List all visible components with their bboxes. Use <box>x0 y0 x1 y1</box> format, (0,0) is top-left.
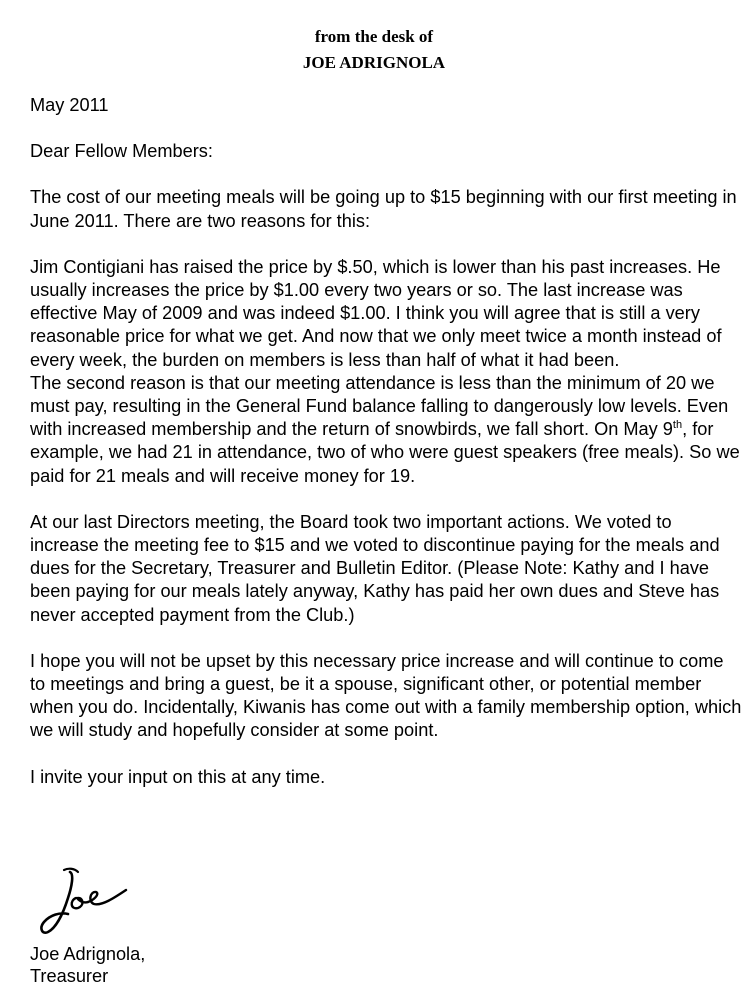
signer-title: Treasurer <box>30 966 109 986</box>
paragraph-5: I hope you will not be upset by this necessary price increase and will continue to come to meetings and bring a guest, be it a spouse, significant other, or potential member when you do. Incidentally, Kiwanis has come out with a family membership option, which we will study and hopefully consider at some point. <box>30 650 742 741</box>
letter-date: May 2011 <box>30 95 109 115</box>
letterhead-name: JOE ADRIGNOLA <box>302 53 446 72</box>
handwritten-signature <box>30 864 140 942</box>
paragraph-3-text: The second reason is that our meeting attendance is less than the minimum of 20 we must pay, resulting in the General Fund balance falling to dangerously low levels. Even with increased membership and the return of snowbirds, we fall short. On May 9 <box>30 372 729 440</box>
ordinal-suffix: th <box>672 419 683 432</box>
signature-block <box>30 943 145 987</box>
letter-salutation: Dear Fellow Members: <box>30 141 213 162</box>
paragraph-2: Jim Contigiani has raised the price by $.50, which is lower than his past increases. He usually increases the price by $1.00 every two years or so. The last increase was effective May of 2009 and was indeed $1.00. I think you will agree that is still a very reasonable price for what we get. And now that we only meet twice a month instead of every week, the burden on members is less than half of what it had been. <box>30 256 722 370</box>
paragraph-3 <box>30 372 742 488</box>
letter-body <box>30 94 742 789</box>
paragraph-6: I invite your input on this at any time. <box>30 766 326 787</box>
signer-name: Joe Adrignola, <box>30 944 146 964</box>
letterhead <box>0 24 748 76</box>
letterhead-line1: from the desk of <box>314 27 434 46</box>
paragraph-1: The cost of our meeting meals will be going up to $15 beginning with our first meeting in June 2011. There are two reasons for this: <box>30 187 737 231</box>
paragraph-4: At our last Directors meeting, the Board took two important actions. We voted to increase the meeting fee to $15 and we voted to discontinue paying for the meals and dues for the Secretary, Treasurer and Bulletin Editor. (Please Note: Kathy and I have been paying for our meals lately anyway, Kathy has paid her own dues and Steve has never accepted payment from the Club.) <box>30 511 720 625</box>
paragraph-3-text-cont: , for example, we had 21 in attendance, two of who were guest speakers (free meals). So we paid for 21 meals and will receive money for 19. <box>30 419 740 486</box>
